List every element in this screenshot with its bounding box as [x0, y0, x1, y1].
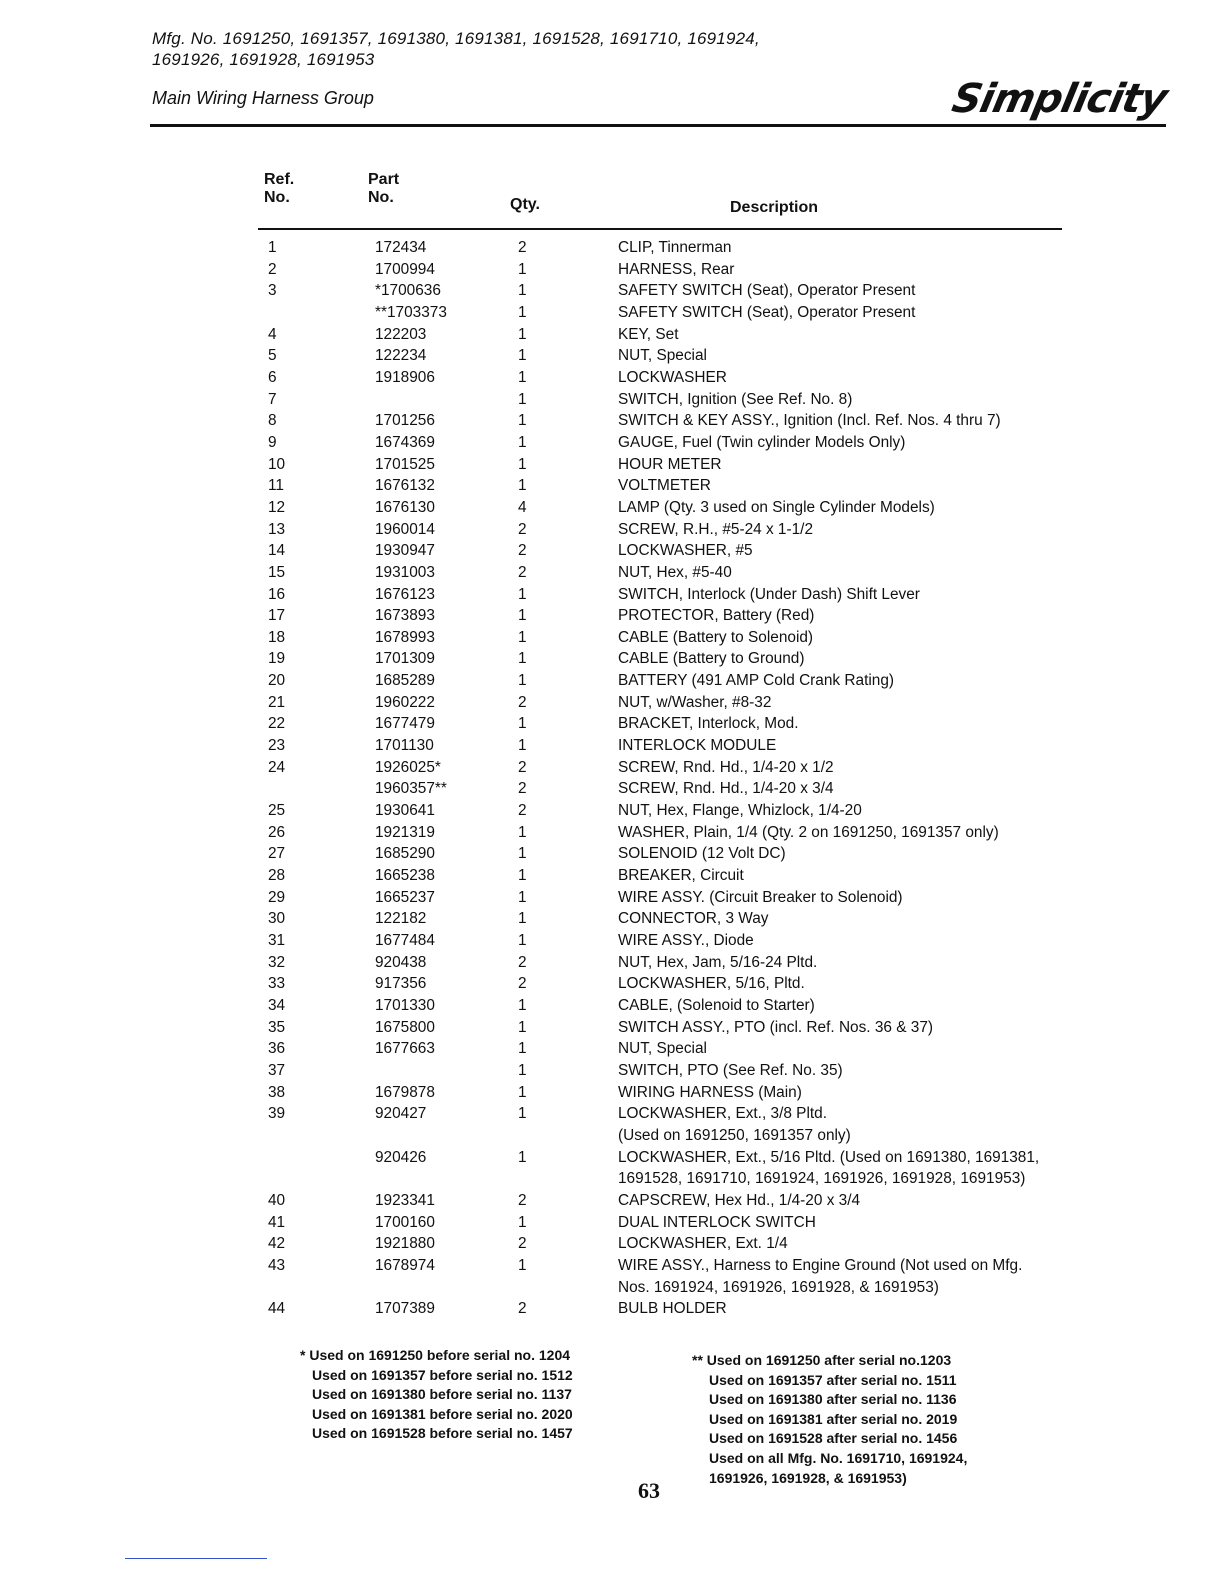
- part-no-cell: 1674369: [375, 433, 435, 451]
- description-cell: VOLTMETER: [618, 477, 711, 495]
- qty-cell: 1: [518, 607, 527, 625]
- description-cell: LOCKWASHER, Ext., 3/8 Pltd.: [618, 1105, 827, 1123]
- qty-cell: 1: [518, 650, 527, 668]
- part-no-cell: 1931003: [375, 563, 435, 581]
- description-cell: CONNECTOR, 3 Way: [618, 910, 769, 928]
- part-no-cell: 1679878: [375, 1083, 435, 1101]
- ref-cell: 37: [268, 1061, 286, 1079]
- qty-cell: [518, 1277, 618, 1299]
- part-no-cell: [375, 1060, 518, 1082]
- mfg-line-2: 1691926, 1691928, 1691953: [152, 50, 375, 69]
- description-cell: SCREW, R.H., #5-24 x 1-1/2: [618, 520, 814, 538]
- table-row: [258, 1233, 1088, 1255]
- ref-cell: 29: [268, 888, 286, 906]
- qty-cell: 2: [518, 563, 527, 581]
- col-header-part-line1: Part: [368, 171, 400, 188]
- ref-cell: 19: [268, 650, 286, 668]
- qty-cell: 1: [518, 325, 527, 343]
- description-cell: WIRE ASSY., Harness to Engine Ground (Not used on Mfg.: [618, 1256, 1023, 1274]
- ref-cell: 31: [268, 932, 286, 949]
- part-no-cell: 122182: [375, 910, 427, 928]
- qty-cell: 2: [518, 953, 527, 971]
- footnote-right-line: ** Used on 1691250 after serial no.1203: [692, 1352, 952, 1368]
- description-cell: SWITCH, PTO (See Ref. No. 35): [618, 1061, 843, 1079]
- ref-cell: 1: [268, 239, 277, 256]
- table-row: [258, 908, 1088, 930]
- col-header-qty: Qty.: [510, 196, 540, 213]
- ref-cell: 11: [268, 477, 284, 495]
- qty-cell: 1: [518, 1040, 527, 1058]
- description-cell: BREAKER, Circuit: [618, 867, 744, 885]
- qty-cell: 1: [518, 412, 527, 430]
- table-row: [258, 1038, 1088, 1060]
- part-no-cell: 1921880: [375, 1235, 435, 1253]
- ref-cell: 6: [268, 368, 277, 386]
- table-row: [258, 692, 1088, 714]
- ref-cell: 25: [268, 802, 286, 820]
- description-cell: SOLENOID (12 Volt DC): [618, 845, 786, 863]
- ref-cell: [258, 1147, 375, 1169]
- ref-cell: 33: [268, 975, 286, 993]
- qty-cell: 1: [518, 368, 527, 386]
- table-row: [258, 887, 1088, 909]
- qty-cell: 1: [518, 390, 527, 408]
- description-cell: NUT, Hex, Flange, Whizlock, 1/4-20: [618, 802, 862, 820]
- description-cell: WIRING HARNESS (Main): [618, 1083, 802, 1101]
- table-row: [258, 367, 1088, 389]
- ref-cell: [258, 1277, 375, 1299]
- qty-cell: 1: [518, 433, 527, 451]
- table-row: [258, 735, 1088, 757]
- part-no-cell: 1676132: [375, 477, 435, 495]
- qty-cell: 2: [518, 693, 527, 711]
- qty-cell: 2: [518, 1191, 527, 1209]
- description-cell: GAUGE, Fuel (Twin cylinder Models Only): [618, 433, 906, 451]
- ref-cell: 17: [268, 607, 286, 625]
- part-no-cell: *1700636: [375, 282, 441, 300]
- ref-cell: 26: [268, 823, 286, 841]
- table-row: [258, 800, 1088, 822]
- ref-cell: 3: [268, 282, 277, 300]
- description-cell: CABLE (Battery to Solenoid): [618, 628, 814, 646]
- ref-cell: 28: [268, 867, 286, 885]
- part-no-cell: 1673893: [375, 607, 435, 625]
- ref-cell: 21: [268, 693, 286, 711]
- part-no-cell: 917356: [375, 975, 427, 993]
- qty-cell: [518, 1168, 618, 1190]
- table-row: [258, 648, 1088, 670]
- table-row: [258, 562, 1088, 584]
- description-cell: SWITCH, Interlock (Under Dash) Shift Lever: [618, 585, 920, 603]
- table-row: [258, 259, 1088, 281]
- simplicity-logo: Simplicity: [948, 76, 1171, 122]
- part-no-cell: 122203: [375, 325, 427, 343]
- table-row: [258, 540, 1088, 562]
- ref-cell: 10: [268, 455, 286, 473]
- ref-cell: 39: [268, 1105, 286, 1123]
- part-no-cell: 1665238: [375, 867, 435, 885]
- table-row: [258, 627, 1088, 649]
- part-no-cell: 1921319: [375, 823, 435, 841]
- footnote-right-line: Used on all Mfg. No. 1691710, 1691924,: [709, 1449, 968, 1466]
- footnote-left-line: Used on 1691381 before serial no. 2020: [312, 1405, 573, 1422]
- table-row: [258, 778, 1088, 800]
- part-no-cell: 1665237: [375, 888, 435, 906]
- qty-cell: 1: [518, 867, 527, 885]
- ref-cell: 4: [268, 325, 277, 343]
- table-row: [258, 1190, 1088, 1212]
- col-header-ref-line1: Ref.: [264, 171, 295, 188]
- part-no-cell: 1685290: [375, 845, 435, 863]
- ref-cell: [258, 302, 375, 324]
- description-cell: CABLE, (Solenoid to Starter): [618, 996, 815, 1014]
- part-no-cell: 1960357**: [375, 780, 447, 798]
- description-cell: INTERLOCK MODULE: [618, 737, 777, 755]
- qty-cell: 1: [518, 347, 527, 365]
- ref-cell: 7: [268, 390, 277, 408]
- ref-cell: 20: [268, 672, 286, 690]
- table-row: [258, 519, 1088, 541]
- part-no-cell: 1701256: [375, 412, 435, 430]
- col-header-part-line2: No.: [368, 189, 394, 206]
- ref-cell: 41: [268, 1213, 286, 1231]
- part-no-cell: 1926025*: [375, 758, 441, 776]
- table-row: [258, 389, 1088, 411]
- table-row: [258, 432, 1088, 454]
- part-no-cell: 1701330: [375, 996, 435, 1014]
- table-row: [258, 345, 1088, 367]
- ref-cell: 23: [268, 737, 286, 755]
- table-row: [258, 1017, 1088, 1039]
- description-cell: NUT, Special: [618, 347, 707, 365]
- description-cell: SWITCH, Ignition (See Ref. No. 8): [618, 390, 853, 408]
- table-row: [258, 1082, 1088, 1104]
- footnote-right-line: 1691926, 1691928, & 1691953): [709, 1469, 907, 1486]
- ref-cell: 9: [268, 433, 277, 451]
- table-row: [258, 605, 1088, 627]
- part-no-cell: 1701525: [375, 455, 435, 473]
- qty-cell: 2: [518, 975, 527, 993]
- table-row: [258, 1298, 1088, 1320]
- part-no-cell: **1703373: [375, 303, 447, 321]
- part-no-cell: [375, 1277, 518, 1299]
- qty-cell: 2: [518, 542, 527, 560]
- description-cell: BATTERY (491 AMP Cold Crank Rating): [618, 672, 895, 690]
- qty-cell: 2: [518, 758, 527, 776]
- qty-cell: 1: [518, 672, 527, 690]
- qty-cell: 2: [518, 1300, 527, 1318]
- table-row: [258, 1255, 1088, 1277]
- table-row: [258, 1168, 1088, 1190]
- ref-cell: 35: [268, 1018, 286, 1036]
- page-number: 63: [638, 1478, 660, 1503]
- table-row: [258, 973, 1088, 995]
- table-row: [258, 302, 1088, 324]
- table-row: [258, 670, 1088, 692]
- footnote-left-line: Used on 1691357 before serial no. 1512: [312, 1366, 573, 1383]
- table-row: [258, 1212, 1088, 1234]
- table-row: [258, 280, 1088, 302]
- table-row: [258, 843, 1088, 865]
- column-header-rule: [258, 228, 1062, 230]
- ref-cell: 40: [268, 1191, 286, 1209]
- part-no-cell: 920427: [375, 1105, 427, 1123]
- description-cell: NUT, Special: [618, 1040, 707, 1058]
- ref-cell: 18: [268, 628, 286, 646]
- description-cell: LOCKWASHER: [618, 368, 727, 386]
- qty-cell: 1: [518, 303, 527, 321]
- table-row: [258, 454, 1088, 476]
- ref-cell: 30: [268, 910, 286, 928]
- description-cell: DUAL INTERLOCK SWITCH: [618, 1213, 816, 1231]
- qty-cell: 1: [518, 1256, 527, 1274]
- part-no-cell: 1700160: [375, 1213, 435, 1231]
- part-no-cell: 1676130: [375, 498, 435, 516]
- part-no-cell: [375, 1125, 518, 1147]
- part-no-cell: 172434: [375, 239, 427, 256]
- qty-cell: 1: [518, 715, 527, 733]
- description-cell: NUT, Hex, #5-40: [618, 563, 732, 581]
- part-no-cell: 1930947: [375, 542, 435, 560]
- col-header-ref: [264, 171, 294, 207]
- qty-cell: 1: [518, 628, 527, 646]
- description-cell: WIRE ASSY., Diode: [618, 932, 754, 949]
- description-cell: (Used on 1691250, 1691357 only): [618, 1126, 851, 1144]
- part-no-cell: 1677663: [375, 1040, 435, 1058]
- description-cell: LOCKWASHER, Ext. 1/4: [618, 1235, 788, 1253]
- table-row: [258, 584, 1088, 606]
- qty-cell: 1: [518, 996, 527, 1014]
- footnote-right-line: Used on 1691528 after serial no. 1456: [709, 1430, 958, 1447]
- description-cell: PROTECTOR, Battery (Red): [618, 607, 815, 625]
- table-row: [258, 930, 1088, 952]
- ref-cell: 14: [268, 542, 286, 560]
- ref-cell: [258, 778, 375, 800]
- ref-cell: 38: [268, 1083, 286, 1101]
- part-no-cell: 1685289: [375, 672, 435, 690]
- col-header-ref-line2: No.: [264, 189, 290, 206]
- part-no-cell: 920426: [375, 1148, 427, 1166]
- qty-cell: 1: [518, 455, 527, 473]
- description-cell: SCREW, Rnd. Hd., 1/4-20 x 1/2: [618, 758, 834, 776]
- table-row: [258, 757, 1088, 779]
- description-cell: SAFETY SWITCH (Seat), Operator Present: [618, 303, 916, 321]
- mfg-numbers: [152, 28, 760, 70]
- description-cell: NUT, w/Washer, #8-32: [618, 693, 772, 711]
- part-no-cell: 1678993: [375, 628, 435, 646]
- group-title: Main Wiring Harness Group: [152, 88, 374, 108]
- qty-cell: 1: [518, 910, 527, 928]
- part-no-cell: 1960222: [375, 693, 435, 711]
- part-no-cell: 1923341: [375, 1191, 435, 1209]
- table-row: [258, 713, 1088, 735]
- table-row: [258, 1125, 1088, 1147]
- table-row: [258, 1147, 1088, 1169]
- part-no-cell: 1707389: [375, 1300, 435, 1318]
- table-row: [258, 822, 1088, 844]
- ref-cell: 12: [268, 498, 286, 516]
- ref-cell: 44: [268, 1300, 286, 1318]
- part-no-cell: [375, 1168, 518, 1190]
- qty-cell: 2: [518, 520, 527, 538]
- table-row: [258, 995, 1088, 1017]
- description-cell: SWITCH & KEY ASSY., Ignition (Incl. Ref. Nos. 4 thru 7): [618, 412, 1001, 430]
- part-no-cell: 1700994: [375, 260, 435, 278]
- qty-cell: 1: [518, 845, 527, 863]
- qty-cell: 1: [518, 585, 527, 603]
- ref-cell: [258, 1125, 375, 1147]
- qty-cell: 1: [518, 282, 527, 300]
- qty-cell: 2: [518, 1235, 527, 1253]
- footnote-right-line: Used on 1691357 after serial no. 1511: [709, 1371, 957, 1388]
- table-row: [258, 410, 1088, 432]
- ref-cell: 2: [268, 260, 277, 278]
- footnote-left-line: * Used on 1691250 before serial no. 1204: [300, 1347, 571, 1363]
- parts-table: [258, 237, 1088, 1320]
- description-cell: SAFETY SWITCH (Seat), Operator Present: [618, 282, 916, 300]
- part-no-cell: 1960014: [375, 520, 435, 538]
- description-cell: WIRE ASSY. (Circuit Breaker to Solenoid): [618, 888, 903, 906]
- table-row: [258, 1103, 1088, 1125]
- qty-cell: 1: [518, 737, 527, 755]
- table-row: [258, 324, 1088, 346]
- part-no-cell: 1930641: [375, 802, 435, 820]
- description-cell: NUT, Hex, Jam, 5/16-24 Pltd.: [618, 953, 818, 971]
- ref-cell: 8: [268, 412, 277, 430]
- description-cell: CAPSCREW, Hex Hd., 1/4-20 x 3/4: [618, 1191, 861, 1209]
- description-cell: SWITCH ASSY., PTO (incl. Ref. Nos. 36 & 37): [618, 1018, 934, 1036]
- description-cell: KEY, Set: [618, 325, 679, 343]
- qty-cell: 1: [518, 1148, 527, 1166]
- col-header-description: Description: [730, 199, 819, 216]
- qty-cell: 1: [518, 1213, 527, 1231]
- part-no-cell: 1701309: [375, 650, 435, 668]
- part-no-cell: 1678974: [375, 1256, 435, 1274]
- footnote-right-line: Used on 1691380 after serial no. 1136: [709, 1391, 957, 1408]
- footnotes-right: [692, 1351, 967, 1488]
- description-cell: LOCKWASHER, #5: [618, 542, 753, 560]
- description-cell: HARNESS, Rear: [618, 260, 735, 278]
- ref-cell: 34: [268, 996, 286, 1014]
- description-cell: SCREW, Rnd. Hd., 1/4-20 x 3/4: [618, 780, 834, 798]
- table-row: [258, 1060, 1088, 1082]
- ref-cell: 32: [268, 953, 286, 971]
- qty-cell: 4: [518, 498, 527, 516]
- description-cell: 1691528, 1691710, 1691924, 1691926, 1691928, 1691953): [618, 1170, 1026, 1188]
- footnote-left-line: Used on 1691380 before serial no. 1137: [312, 1386, 572, 1403]
- ref-cell: 5: [268, 347, 277, 365]
- ref-cell: 42: [268, 1235, 286, 1253]
- description-cell: CLIP, Tinnerman: [618, 239, 732, 256]
- qty-cell: 1: [518, 932, 527, 949]
- ref-cell: 15: [268, 563, 286, 581]
- header-rule: [150, 124, 1166, 127]
- ref-cell: 43: [268, 1256, 286, 1274]
- qty-cell: 1: [518, 477, 527, 495]
- table-row: [258, 1277, 1088, 1299]
- ref-cell: 22: [268, 715, 286, 733]
- parts-table-body: [258, 237, 1088, 1320]
- description-cell: WASHER, Plain, 1/4 (Qty. 2 on 1691250, 1691357 only): [618, 823, 999, 841]
- description-cell: CABLE (Battery to Ground): [618, 650, 805, 668]
- part-no-cell: 920438: [375, 953, 427, 971]
- ref-cell: 36: [268, 1040, 286, 1058]
- part-no-cell: 1677479: [375, 715, 435, 733]
- ref-cell: [258, 1168, 375, 1190]
- footnote-right-line: Used on 1691381 after serial no. 2019: [709, 1410, 958, 1427]
- qty-cell: 2: [518, 780, 527, 798]
- qty-cell: 2: [518, 802, 527, 820]
- qty-cell: 1: [518, 1083, 527, 1101]
- qty-cell: 1: [518, 1018, 527, 1036]
- description-cell: Nos. 1691924, 1691926, 1691928, & 1691953): [618, 1278, 939, 1296]
- ref-cell: 16: [268, 585, 286, 603]
- table-row: [258, 475, 1088, 497]
- qty-cell: 1: [518, 260, 527, 278]
- description-cell: LOCKWASHER, Ext., 5/16 Pltd. (Used on 1691380, 1691381,: [618, 1148, 1040, 1166]
- qty-cell: 1: [518, 1061, 527, 1079]
- description-cell: LOCKWASHER, 5/16, Pltd.: [618, 975, 805, 993]
- qty-cell: [518, 1125, 618, 1147]
- part-no-cell: 1701130: [375, 737, 434, 755]
- table-row: [258, 865, 1088, 887]
- footnote-left-line: Used on 1691528 before serial no. 1457: [312, 1425, 573, 1442]
- description-cell: HOUR METER: [618, 455, 722, 473]
- table-row: [258, 237, 1088, 259]
- qty-cell: 2: [518, 239, 527, 256]
- part-no-cell: 122234: [375, 347, 427, 365]
- table-row: [258, 952, 1088, 974]
- qty-cell: 1: [518, 888, 527, 906]
- bottom-divider: [125, 1558, 267, 1559]
- ref-cell: 27: [268, 845, 286, 863]
- part-no-cell: [375, 389, 518, 411]
- table-row: [258, 497, 1088, 519]
- qty-cell: 1: [518, 1105, 527, 1123]
- col-header-part: [368, 171, 399, 207]
- part-no-cell: 1677484: [375, 932, 435, 949]
- description-cell: LAMP (Qty. 3 used on Single Cylinder Models): [618, 498, 935, 516]
- description-cell: BULB HOLDER: [618, 1300, 727, 1318]
- part-no-cell: 1676123: [375, 585, 435, 603]
- part-no-cell: 1918906: [375, 368, 435, 386]
- description-cell: BRACKET, Interlock, Mod.: [618, 715, 799, 733]
- part-no-cell: 1675800: [375, 1018, 435, 1036]
- footnotes-left: [300, 1346, 573, 1444]
- ref-cell: 24: [268, 758, 286, 776]
- mfg-line-1: Mfg. No. 1691250, 1691357, 1691380, 1691381, 1691528, 1691710, 1691924,: [152, 29, 760, 48]
- qty-cell: 1: [518, 823, 527, 841]
- ref-cell: 13: [268, 520, 286, 538]
